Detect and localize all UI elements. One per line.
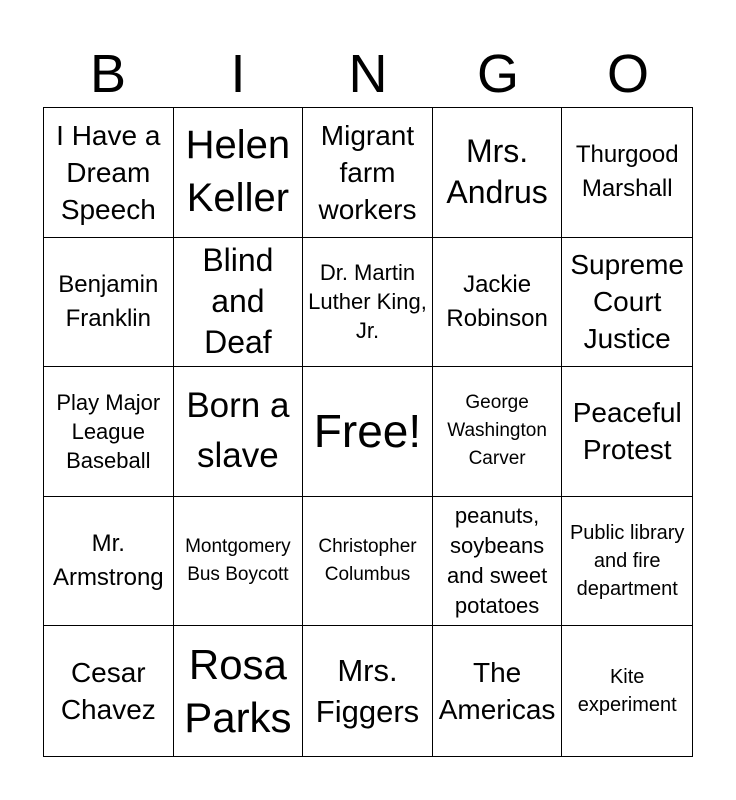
cell-text: Mrs. Andrus bbox=[446, 133, 548, 211]
cell-text: Jackie Robinson bbox=[446, 270, 548, 332]
bingo-cell[interactable] bbox=[44, 367, 174, 497]
cell-text: Kite experiment bbox=[577, 666, 677, 717]
cell-text: Born a slave bbox=[186, 386, 290, 476]
bingo-cell[interactable] bbox=[303, 497, 433, 627]
bingo-cell[interactable] bbox=[174, 367, 304, 497]
bingo-cell[interactable] bbox=[433, 238, 563, 368]
bingo-cell[interactable] bbox=[433, 497, 563, 627]
cell-text: The Americas bbox=[438, 657, 556, 726]
cell-text: Mrs. Figgers bbox=[315, 653, 420, 730]
cell-text: Dr. Martin Luther King, Jr. bbox=[308, 260, 427, 344]
bingo-cell[interactable] bbox=[433, 367, 563, 497]
header-letter-g: G bbox=[476, 44, 519, 104]
cell-text: Peaceful Protest bbox=[572, 397, 682, 466]
bingo-cell[interactable] bbox=[44, 238, 174, 368]
cell-text: Cesar Chavez bbox=[60, 657, 156, 726]
header-letter-n: N bbox=[348, 44, 388, 104]
cell-text: Benjamin Franklin bbox=[58, 270, 159, 332]
bingo-cell[interactable] bbox=[174, 238, 304, 368]
cell-text: Migrant farm workers bbox=[318, 119, 417, 225]
cell-text: George Washington Carver bbox=[447, 392, 547, 470]
cell-text: Helen Keller bbox=[185, 123, 291, 221]
bingo-cell[interactable] bbox=[174, 497, 304, 627]
cell-text: Free! bbox=[313, 405, 422, 458]
cell-text: Public library and fire department bbox=[569, 522, 685, 601]
bingo-cell[interactable] bbox=[44, 497, 174, 627]
cell-text: Rosa Parks bbox=[184, 641, 292, 742]
bingo-cell[interactable] bbox=[303, 367, 433, 497]
bingo-cell[interactable] bbox=[303, 626, 433, 756]
bingo-board bbox=[43, 107, 693, 757]
bingo-cell[interactable] bbox=[433, 108, 563, 238]
cell-text: Mr. Armstrong bbox=[52, 530, 164, 592]
bingo-cell[interactable] bbox=[44, 108, 174, 238]
cell-text: Blind and Deaf bbox=[202, 242, 274, 361]
cell-text: Montgomery Bus Boycott bbox=[185, 536, 291, 586]
header-letter-o: O bbox=[606, 44, 649, 104]
bingo-cell[interactable] bbox=[562, 626, 692, 756]
bingo-cell[interactable] bbox=[44, 626, 174, 756]
cell-text: Supreme Court Justice bbox=[570, 249, 684, 355]
bingo-header bbox=[43, 40, 693, 108]
cell-text: Thurgood Marshall bbox=[575, 141, 679, 203]
bingo-cell[interactable] bbox=[562, 367, 692, 497]
cell-text: Play Major League Baseball bbox=[56, 389, 161, 473]
bingo-cell[interactable] bbox=[433, 626, 563, 756]
bingo-cell[interactable] bbox=[174, 626, 304, 756]
header-letter-b: B bbox=[89, 44, 127, 104]
cell-text: peanuts, soybeans and sweet potatoes bbox=[446, 503, 548, 619]
bingo-cell[interactable] bbox=[174, 108, 304, 238]
bingo-cell[interactable] bbox=[303, 108, 433, 238]
bingo-cell[interactable] bbox=[562, 108, 692, 238]
bingo-cell[interactable] bbox=[303, 238, 433, 368]
bingo-cell[interactable] bbox=[562, 238, 692, 368]
cell-text: Christopher Columbus bbox=[318, 536, 417, 586]
bingo-cell[interactable] bbox=[562, 497, 692, 627]
header-letter-i: I bbox=[230, 44, 246, 104]
cell-text: I Have a Dream Speech bbox=[56, 119, 161, 225]
